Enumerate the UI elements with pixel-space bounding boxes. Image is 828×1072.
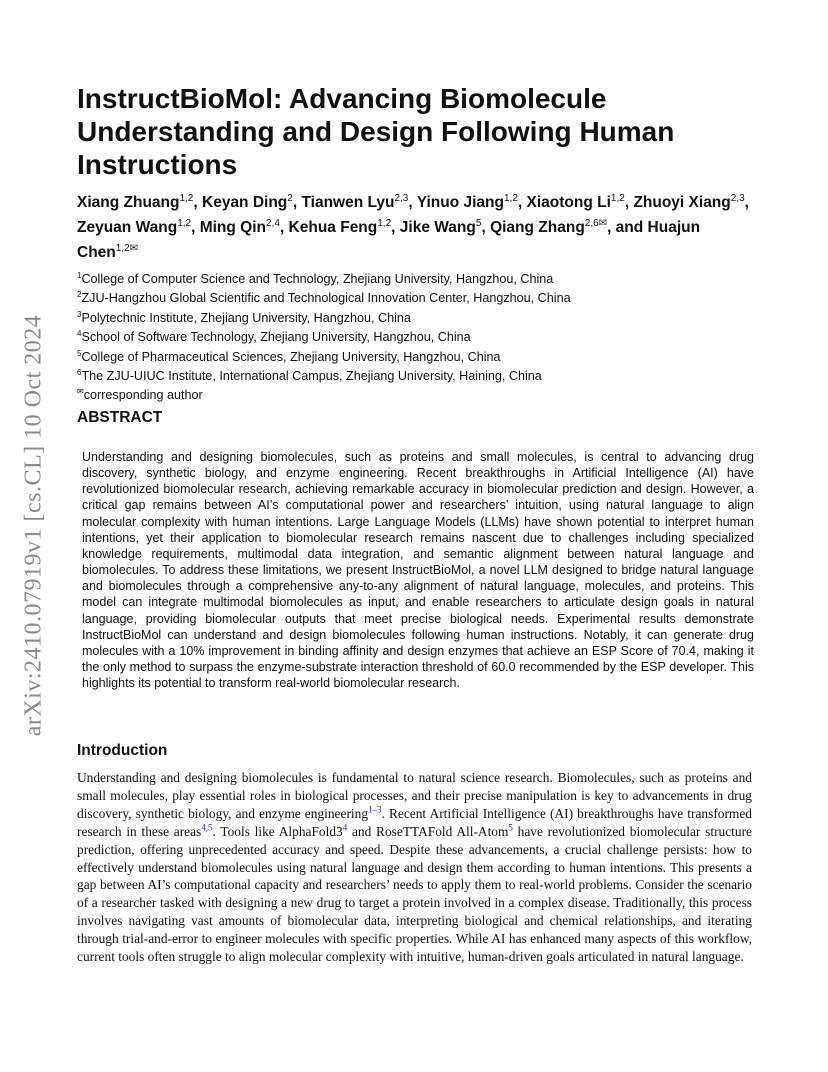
citation-link[interactable]: 5 [508,822,513,833]
introduction-text: Understanding and designing biomolecules is fundamental to natural science research. Biomolecules, such as proteins and small molecules, play essential roles in biological processes, and their precise manipulation is key to advancements in drug discovery, synthetic biology, and enzyme engineering [77,770,752,821]
author-separator: , [481,219,491,237]
affiliation-list [77,268,757,404]
author-name: Xiang Zhuang [77,194,180,212]
author-affiliation-marker: 2 [287,193,293,204]
author-name: Jike Wang [399,219,476,237]
paper-title: InstructBioMol: Advancing Biomolecule Understanding and Design Following Human Instructions [77,83,675,180]
affiliation-marker: 5 [77,348,82,358]
author-separator: , [193,194,202,212]
affiliation-marker: ✉ [77,387,84,397]
author-separator: , [408,194,417,212]
affiliation-item [77,268,757,287]
affiliation-item [77,365,757,384]
citation-link[interactable]: 4 [342,822,348,833]
author-name: Xiaotong Li [526,194,611,212]
affiliation-item [77,326,757,345]
author-separator: , [191,219,200,237]
affiliation-marker: 3 [77,309,82,319]
introduction-text: and RoseTTAFold All-Atom [347,823,509,839]
author-name: Zhuoyi Xiang [633,194,731,212]
citation-link[interactable]: 1–3 [368,804,382,815]
affiliation-item [77,287,757,306]
author-affiliation-marker: 2,4 [266,218,280,230]
author-name: Tianwen Lyu [301,194,395,212]
author-separator: , [624,194,634,212]
author-separator: , [517,194,527,212]
author-affiliation-marker: 2,3 [730,193,745,204]
author-name: Yinuo Jiang [416,194,504,212]
affiliation-text: School of Software Technology, Zhejiang University, Hangzhou, China [81,330,471,345]
affiliation-marker: 6 [77,367,82,377]
affiliation-marker: 4 [77,329,82,339]
abstract-heading: ABSTRACT [77,409,163,426]
author-affiliation-marker: 2,3 [394,193,409,204]
affiliation-marker: 2 [77,290,82,300]
author-name: Zeyuan Wang [77,219,178,237]
affiliation-text: The ZJU-UIUC Institute, International Campus, Zhejiang University, Haining, China [81,369,542,384]
introduction-text: . Recent Artificial Intelligence (AI) breakthroughs have transformed research in these areas [77,805,752,839]
introduction-text: . Tools like AlphaFold3 [212,823,343,839]
affiliation-marker: 1 [77,271,82,280]
author-separator: , [292,194,302,212]
author-name: Kehua Feng [288,219,378,237]
citation-link[interactable]: 4,5 [201,822,213,833]
introduction-text: have revolutionized biomolecular structure prediction, offering unprecedented accuracy and speed. Despite these advancements, a crucial challenge persists: how to effectively understand biomolecules using natural language and design them according to human intentions. This presents a gap between AI’s computational capacity and researchers’ needs to apply them to real-world problems. Consider the scenario of a researcher tasked with designing a new drug to target a protein involved in a complex disease. Traditionally, this process involves navigating vast amounts of biomolecular data, interpreting biological and chemical relationships, and iterating through trial-and-error to engineer molecules with specific properties. While AI has enhanced many aspects of this workflow, current tools often struggle to align molecular complexity with intuitive, human-driven goals articulated in natural language. [77,823,752,965]
introduction-heading: Introduction [77,742,168,759]
author-affiliation-marker: 1,2 [177,218,192,230]
author-separator: , [744,194,749,212]
affiliation-text: College of Computer Science and Technology, Zhejiang University, Hangzhou, China [81,272,554,287]
author-name: Huajun Chen [77,219,701,262]
author-affiliation-marker: 1,2 [610,193,625,204]
author-affiliation-marker: 2,6✉ [584,218,608,230]
author-name: Qiang Zhang [490,219,585,237]
affiliation-text: corresponding author [83,388,203,403]
affiliation-item [77,307,757,326]
author-separator: , [391,219,400,237]
author-affiliation-marker: 1,2✉ [115,243,139,255]
author-list [77,188,757,263]
author-affiliation-marker: 1,2 [179,193,194,204]
arxiv-identifier-stamp [14,290,54,760]
affiliation-item [77,346,757,365]
affiliation-text: ZJU-Hangzhou Global Scientific and Technological Innovation Center, Hangzhou, China [81,291,571,306]
author-affiliation-marker: 1,2 [503,193,518,204]
affiliation-text: College of Pharmaceutical Sciences, Zhejiang University, Hangzhou, China [81,349,501,364]
author-affiliation-marker: 1,2 [377,218,392,230]
abstract-body: Understanding and designing biomolecules, such as proteins and small molecules, is central to advancing drug discovery, synthetic biology, and enzyme engineering. Recent breakthroughs in Artificial Intelligence (AI) have revolutionized biomolecular research, achieving remarkable accuracy in biomolecular prediction and design. However, a critical gap remains between AI’s computational power and researchers’ intuition, using natural language to align molecular complexity with human intentions. Large Language Models (LLMs) have shown potential to interpret human intentions, yet their application to biomolecular research remains nascent due to challenges including specialized knowledge requirements, multimodal data integration, and semantic alignment between natural language and biomolecules. To address these limitations, we present InstructBioMol, a novel LLM designed to bridge natural language and biomolecules through a comprehensive any-to-any alignment of natural language, molecules, and proteins. This model can integrate multimodal biomolecules as input, and enable researchers to articulate design goals in natural language, providing biomolecular outputs that meet precise biological needs. Experimental results demonstrate InstructBioMol can understand and design biomolecules following human instructions. Notably, it can generate drug molecules with a 10% improvement in binding affinity and design enzymes that achieve an ESP Score of 70.4, making it the only method to surpass the enzyme-substrate interaction threshold of 60.0 recommended by the ESP developer. This highlights its potential to transform real-world biomolecular research. [82,450,754,691]
author-name: Ming Qin [199,219,267,237]
author-name: Keyan Ding [202,194,288,212]
author-affiliation-marker: 5 [475,218,482,230]
affiliation-item [77,384,757,403]
author-separator: , and [607,219,648,237]
introduction-body [77,769,752,966]
author-separator: , [279,219,289,237]
affiliation-text: Polytechnic Institute, Zhejiang University, Hangzhou, China [81,310,411,325]
arxiv-identifier-text: arXiv:2410.07919v1 [cs.CL] 10 Oct 2024 [20,314,47,736]
